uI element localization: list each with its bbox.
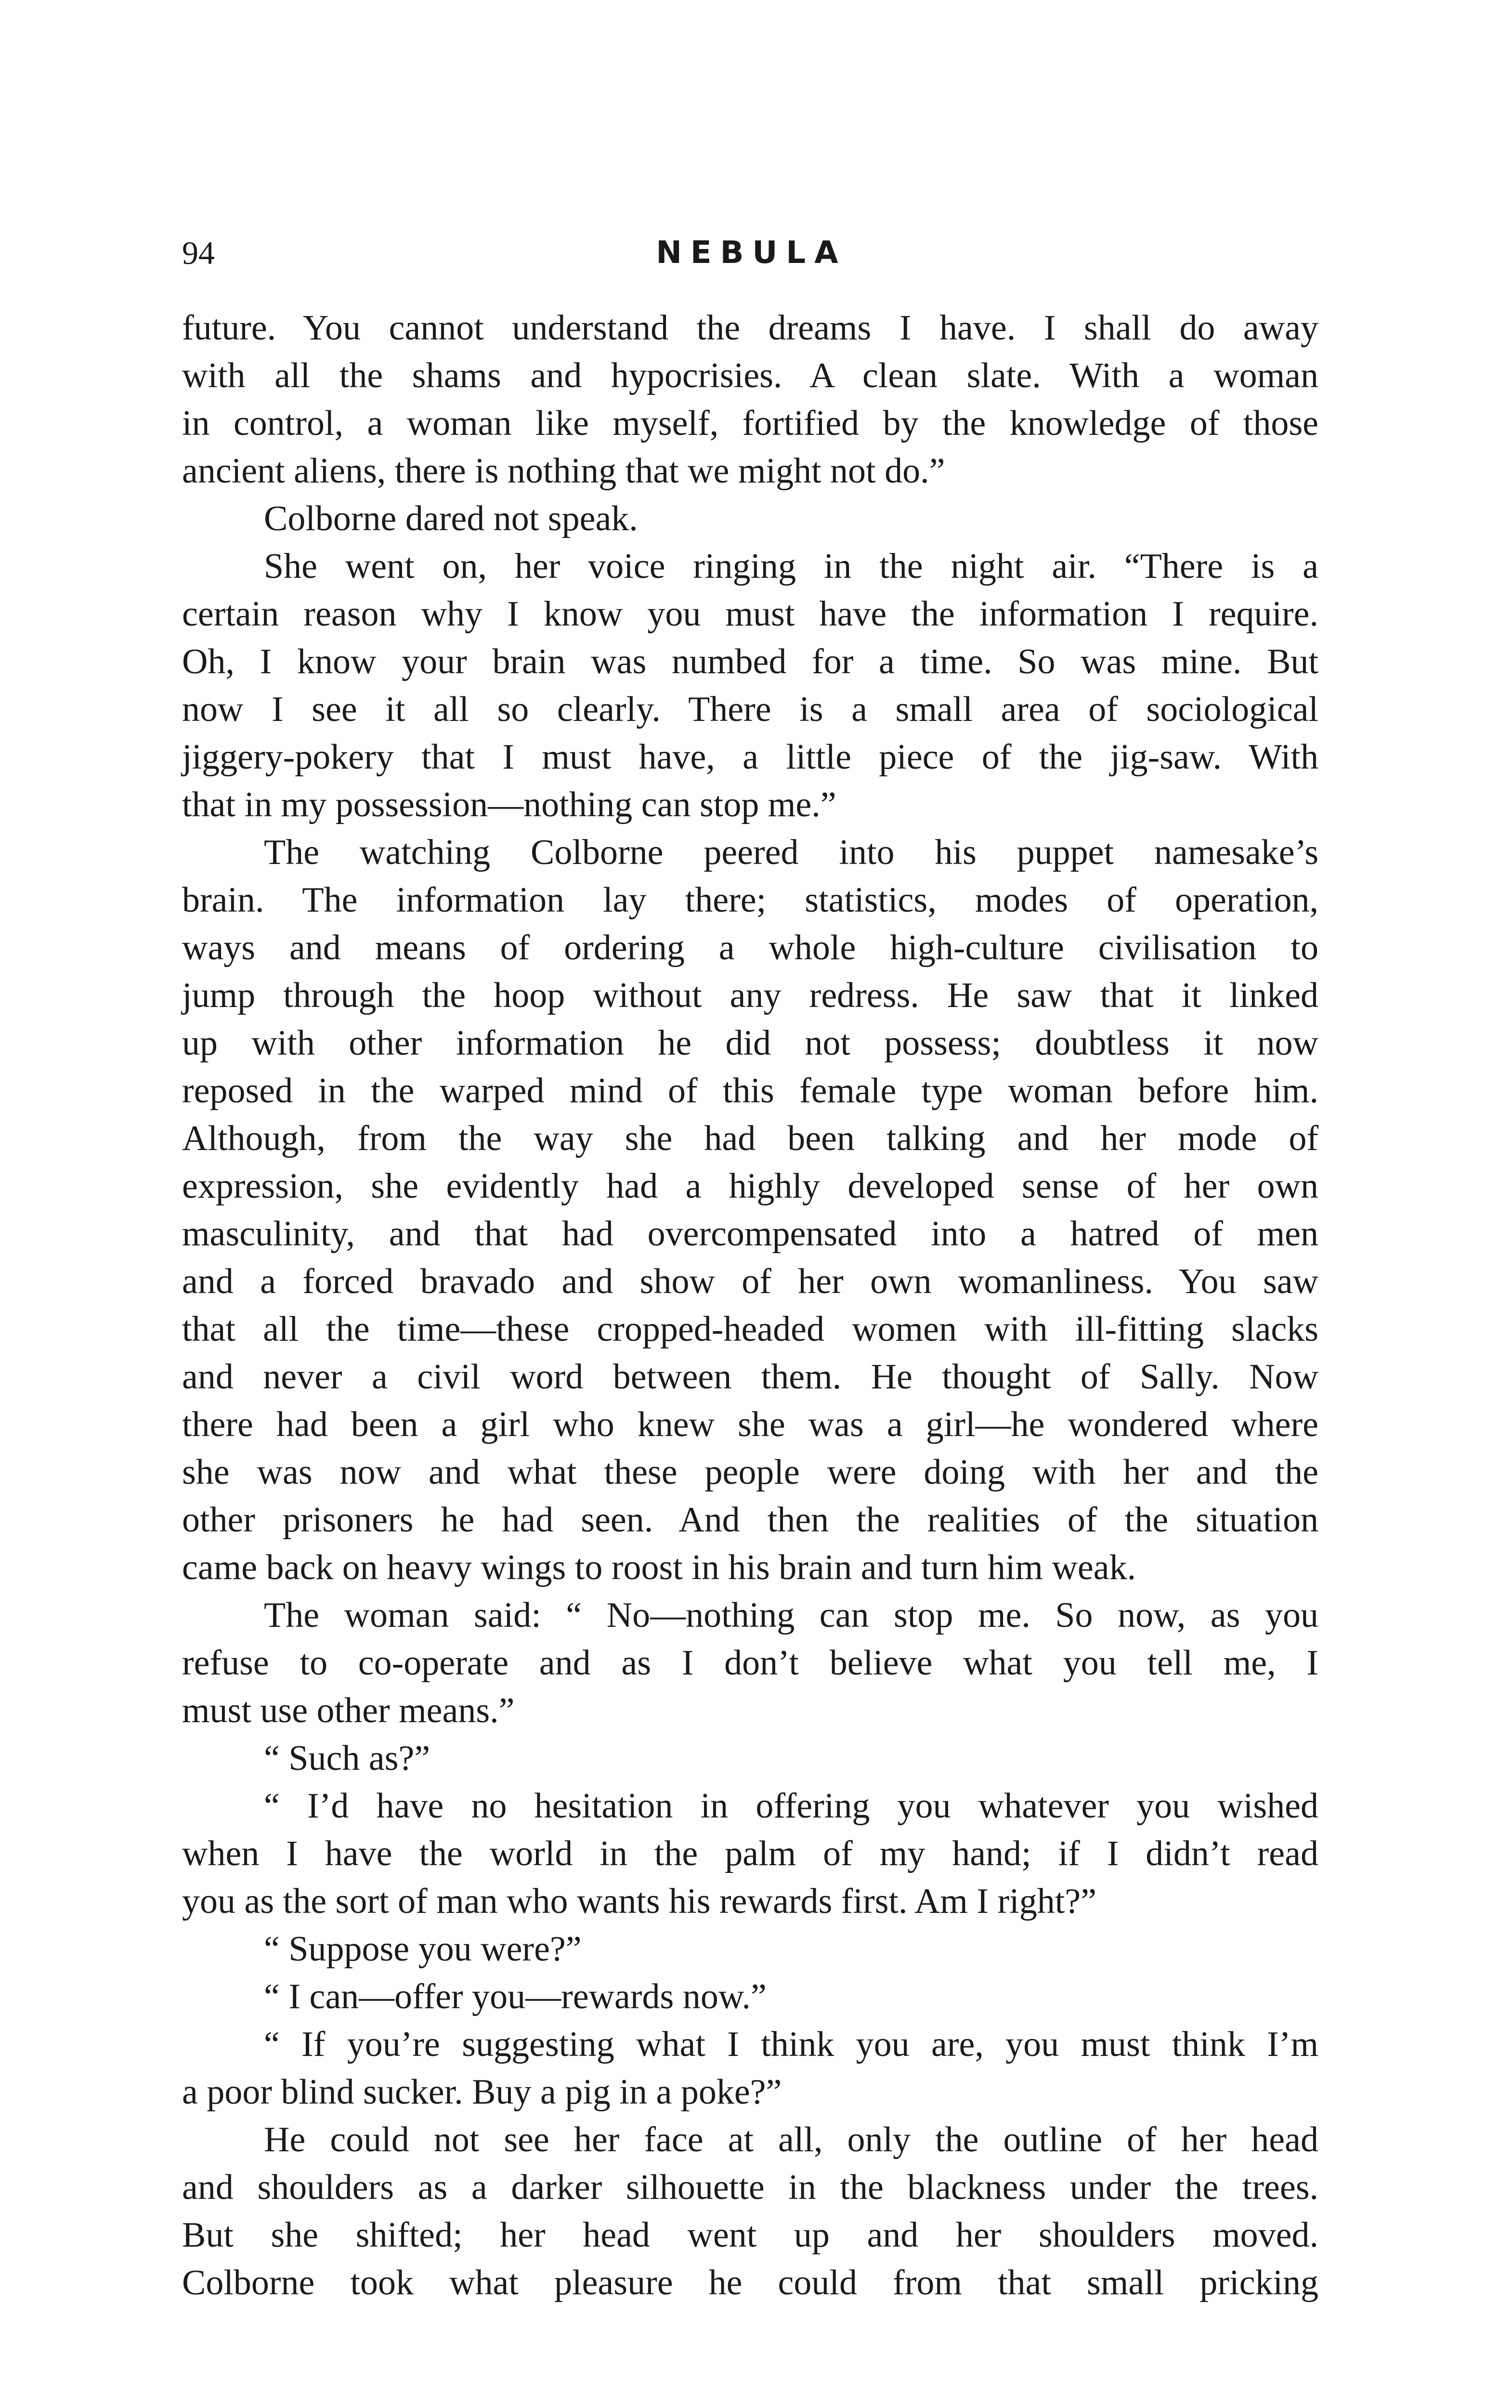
text-line: “ I’d have no hesitation in offering you whatever you wished xyxy=(264,1786,1318,1826)
text-line: “ If you’re suggesting what I think you are, you must think I’m xyxy=(264,2025,1318,2064)
text-line: “ Such as?” xyxy=(264,1739,430,1778)
text-line: Colborne dared not speak. xyxy=(264,499,638,538)
text-line: He could not see her face at all, only the outline of her head xyxy=(264,2120,1318,2159)
page-number: 94 xyxy=(182,235,215,271)
text-line: She went on, her voice ringing in the night air. “There is a xyxy=(264,547,1318,586)
text-line: masculinity, and that had overcompensated into a hatred of men xyxy=(182,1214,1318,1254)
text-line: when I have the world in the palm of my hand; if I didn’t read xyxy=(182,1834,1318,1873)
text-line: with all the shams and hypocrisies. A clean slate. With a woman xyxy=(182,356,1318,395)
text-line: ways and means of ordering a whole high-culture civilisation to xyxy=(182,928,1318,968)
text-line: Colborne took what pleasure he could from that small pricking xyxy=(182,2263,1318,2303)
text-line: that all the time—these cropped-headed women with ill-fitting slacks xyxy=(182,1309,1318,1349)
text-line: The woman said: “ No—nothing can stop me. So now, as you xyxy=(264,1596,1318,1635)
text-line: now I see it all so clearly. There is a small area of sociological xyxy=(182,690,1318,729)
text-line: and shoulders as a darker silhouette in the blackness under the trees. xyxy=(182,2168,1318,2207)
text-line: there had been a girl who knew she was a girl—he wondered where xyxy=(182,1405,1318,1444)
text-line: you as the sort of man who wants his rewards first. Am I right?” xyxy=(182,1882,1096,1921)
text-line: expression, she evidently had a highly developed sense of her own xyxy=(182,1166,1318,1206)
page-header xyxy=(182,229,1321,282)
text-line: The watching Colborne peered into his puppet namesake’s xyxy=(264,833,1318,872)
text-line: other prisoners he had seen. And then the realities of the situation xyxy=(182,1500,1318,1540)
text-line: and a forced bravado and show of her own womanliness. You saw xyxy=(182,1262,1318,1301)
text-line: “ I can—offer you—rewards now.” xyxy=(264,1977,767,2016)
text-line: up with other information he did not possess; doubtless it now xyxy=(182,1023,1318,1063)
text-line: ancient aliens, there is nothing that we might not do.” xyxy=(182,451,945,491)
text-line: Although, from the way she had been talking and her mode of xyxy=(182,1119,1318,1158)
text-line: and never a civil word between them. He thought of Sally. Now xyxy=(182,1357,1318,1397)
text-line: brain. The information lay there; statistics, modes of operation, xyxy=(182,880,1318,920)
text-line: “ Suppose you were?” xyxy=(264,1929,582,1969)
text-line: must use other means.” xyxy=(182,1691,515,1730)
text-line: she was now and what these people were doing with her and the xyxy=(182,1453,1318,1492)
text-line: But she shifted; her head went up and her shoulders moved. xyxy=(182,2215,1318,2255)
text-line: a poor blind sucker. Buy a pig in a poke?” xyxy=(182,2072,782,2112)
text-line: reposed in the warped mind of this female type woman before him. xyxy=(182,1071,1318,1111)
body-text xyxy=(182,304,1318,2307)
text-line: certain reason why I know you must have the information I require. xyxy=(182,594,1318,634)
text-line: in control, a woman like myself, fortified by the knowledge of those xyxy=(182,404,1318,443)
text-line: jiggery-pokery that I must have, a little piece of the jig-saw. With xyxy=(182,737,1318,777)
text-line: that in my possession—nothing can stop me.” xyxy=(182,785,836,824)
text-line: future. You cannot understand the dreams I have. I shall do away xyxy=(182,308,1318,348)
text-line: came back on heavy wings to roost in his brain and turn him weak. xyxy=(182,1548,1136,1587)
text-line: refuse to co-operate and as I don’t believe what you tell me, I xyxy=(182,1643,1318,1683)
running-title: NEBULA xyxy=(656,235,847,271)
text-line: jump through the hoop without any redress. He saw that it linked xyxy=(182,976,1318,1015)
text-line: Oh, I know your brain was numbed for a time. So was mine. But xyxy=(182,642,1318,681)
